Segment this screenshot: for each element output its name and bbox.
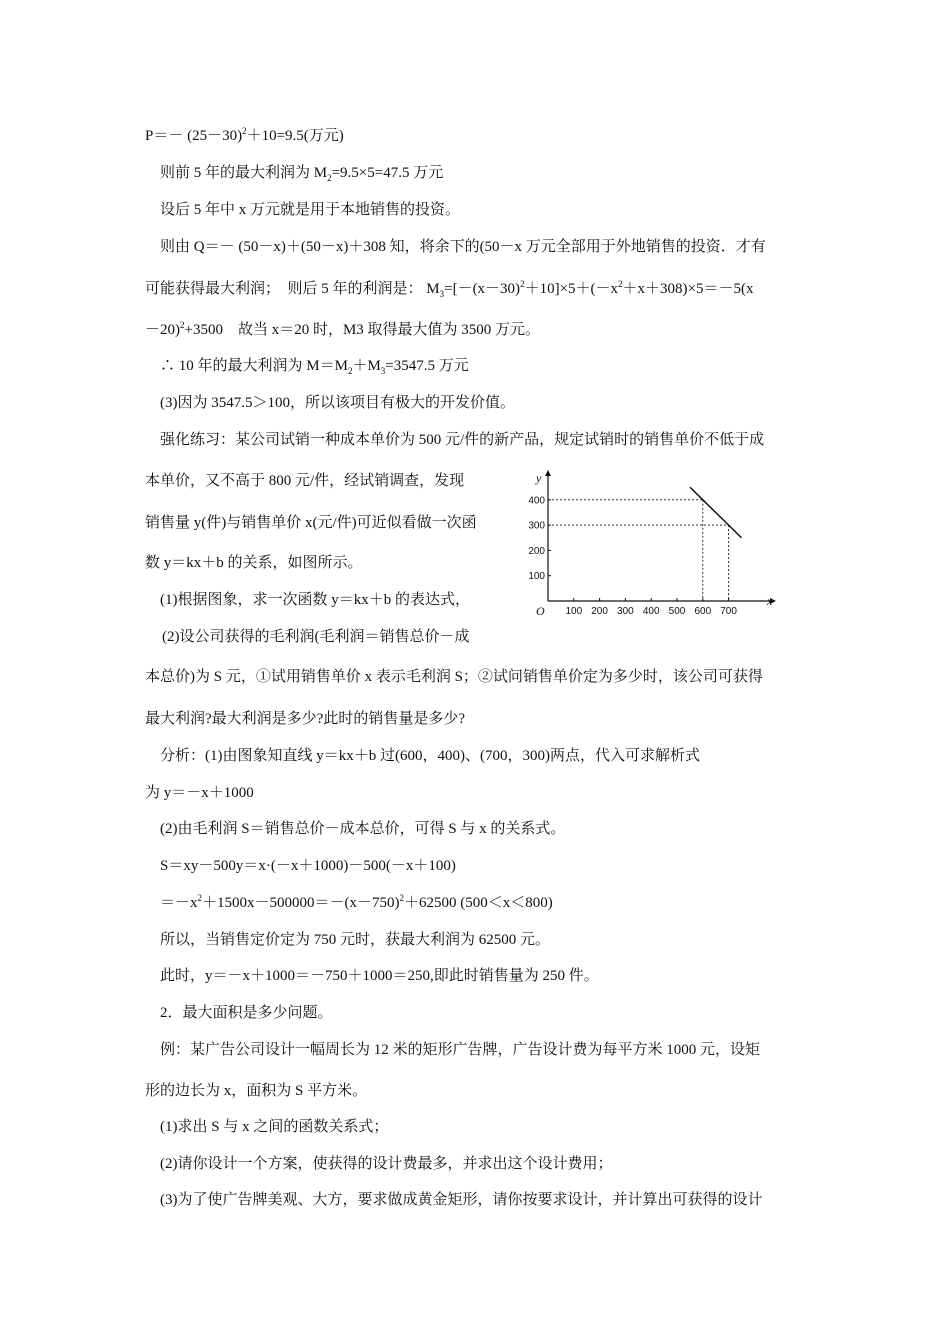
paragraph-line: －20)$^2$+3500 故当 x＝20 时，M3 取得最大值为 3500 万元。 xyxy=(145,320,541,338)
paragraph-line: (3)为了使广告牌美观、大方，要求做成黄金矩形，请你按要求设计，并计算出可获得的设计 xyxy=(160,1192,763,1208)
series-line xyxy=(690,487,742,538)
paragraph-line: 设后 5 年中 x 万元就是用于本地销售的投资。 xyxy=(160,202,461,218)
formula-line: $=-x^2+1500x-500000=-(x-750)^2+62500$ (500＜x＜800) xyxy=(160,893,553,911)
formula-line: S＝xy－500y＝x·(－x＋1000)－500(－x＋100) xyxy=(160,858,456,874)
x-tick-label: 400 xyxy=(642,606,660,617)
paragraph-line: 本总价)为 S 元，①试用销售单价 x 表示毛利润 S；②试问销售单价定为多少时，该公司可获得 xyxy=(145,669,763,685)
y-tick-label: 200 xyxy=(528,545,545,557)
y-tick-label: 100 xyxy=(528,571,545,583)
x-axis-label: x xyxy=(767,594,773,608)
origin-label: O xyxy=(536,604,545,618)
paragraph-line: 形的边长为 x，面积为 S 平方米。 xyxy=(145,1083,368,1099)
paragraph-line: 可能获得最大利润； 则后 5 年的利润是： $M_3=[-(x-30)^2+10]\times 5+(-x^2+x+308)\times 5=-5(x$ xyxy=(145,279,754,299)
x-tick-label: 300 xyxy=(617,606,634,617)
paragraph-line: 数 y＝kx＋b 的关系，如图所示。 xyxy=(145,555,363,571)
line-graph xyxy=(518,468,780,618)
paragraph-line: 本单价，又不高于 800 元/件，经试销调查，发现 xyxy=(145,473,465,489)
paragraph-line: (3)因为 3547.5＞100，所以该项目有极大的开发价值。 xyxy=(160,395,515,411)
paragraph-line: 最大利润?最大利润是多少?此时的销售量是多少? xyxy=(145,711,465,727)
x-tick-label: 700 xyxy=(720,606,737,617)
paragraph-line: (1)根据图象，求一次函数 y＝kx＋b 的表达式， xyxy=(160,592,470,608)
y-axis-arrow xyxy=(545,470,551,476)
paragraph-line: 例：某广告公司设计一幅周长为 12 米的矩形广告牌，广告设计费为每平方米 1000 元，设矩 xyxy=(160,1042,761,1058)
x-tick-label: 600 xyxy=(694,606,712,617)
y-tick-label: 300 xyxy=(528,520,545,532)
y-axis-label: y xyxy=(536,471,542,485)
paragraph-line: (1)求出 S 与 x 之间的函数关系式； xyxy=(160,1119,389,1135)
y-tick-label: 400 xyxy=(528,495,545,507)
x-tick-label: 100 xyxy=(565,606,583,617)
paragraph-line: ∴ 10 年的最大利润为 $M=M_2+M_3=3547.5$ 万元 xyxy=(160,358,469,376)
paragraph-line: 则前 5 年的最大利润为 $M_2=9.5\times 5=47.5$ 万元 xyxy=(160,165,444,183)
paragraph-line: (2)由毛利润 S＝销售总价－成本总价，可得 S 与 x 的关系式。 xyxy=(160,821,566,837)
x-tick-label: 200 xyxy=(591,606,608,617)
x-tick-label: 500 xyxy=(668,606,686,617)
paragraph-line: 所以，当销售定价定为 750 元时，获最大利润为 62500 元。 xyxy=(160,932,551,948)
paragraph-line: 销售量 y(件)与销售单价 x(元/件)可近似看做一次函 xyxy=(145,515,477,531)
paragraph-line: (2)设公司获得的毛利润(毛利润＝销售总价－成 xyxy=(162,629,470,645)
paragraph-line: 此时，y＝－x＋1000＝－750＋1000＝250,即此时销售量为 250 件。 xyxy=(160,968,599,984)
formula-line: $P=- (25-30)^2+10=9.5$(万元) xyxy=(145,126,344,144)
paragraph-line: 为 y＝－x＋1000 xyxy=(145,785,254,801)
paragraph-line: 分析：(1)由图象知直线 y＝kx＋b 过(600，400)、(700，300)两点，代入可求解析式 xyxy=(160,748,700,764)
paragraph-line: 则由 Q＝－ (50－x)＋(50－x)＋308 知，将余下的(50－x 万元全部用于外地销售的投资．才有 xyxy=(160,239,766,255)
paragraph-line: 强化练习：某公司试销一种成本单价为 500 元/件的新产品，规定试销时的销售单价不低于成 xyxy=(160,432,765,448)
section-heading: 2．最大面积是多少问题。 xyxy=(160,1005,333,1021)
paragraph-line: (2)请你设计一个方案，使获得的设计费最多，并求出这个设计费用； xyxy=(160,1156,613,1172)
